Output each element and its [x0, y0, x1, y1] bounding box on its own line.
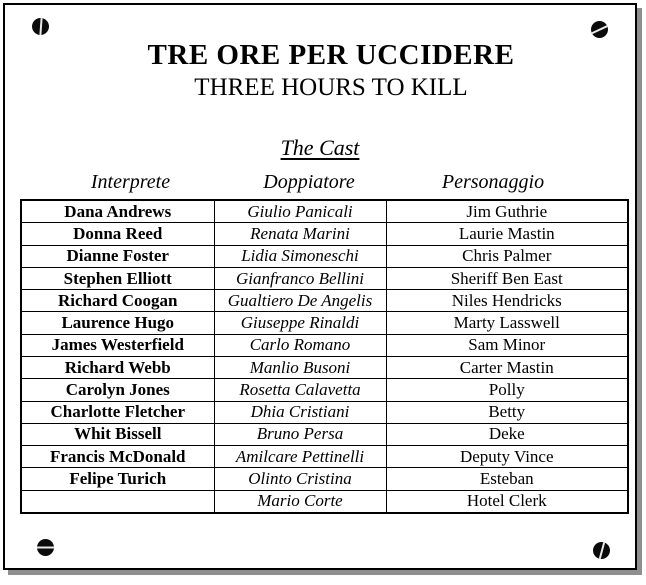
screw-icon-top-right: [591, 21, 608, 38]
table-row: [21, 334, 628, 356]
table-row: [21, 423, 628, 445]
table-row: [21, 267, 628, 289]
column-headers: [20, 170, 627, 194]
column-header-personaggio: Personaggio: [441, 171, 545, 193]
table-row: [21, 468, 628, 490]
cell-doppiatore: Dhia Cristiani: [214, 401, 386, 423]
cell-personaggio: Betty: [386, 401, 628, 423]
table-row: [21, 312, 628, 334]
cell-doppiatore: Renata Marini: [214, 223, 386, 245]
screw-slot: [37, 547, 54, 549]
cell-interprete: Whit Bissell: [21, 423, 214, 445]
page-title-english: THREE HOURS TO KILL: [194, 74, 468, 101]
cell-interprete: Richard Coogan: [21, 290, 214, 312]
cell-personaggio: Chris Palmer: [386, 245, 628, 267]
screw-icon-top-left: [32, 18, 49, 35]
title-block: [5, 37, 646, 103]
screw-slot: [39, 18, 42, 35]
cell-interprete: Donna Reed: [21, 223, 214, 245]
cell-doppiatore: Giuseppe Rinaldi: [214, 312, 386, 334]
table-row: [21, 200, 628, 223]
cell-interprete: [21, 490, 214, 513]
cell-personaggio: Laurie Mastin: [386, 223, 628, 245]
page-title-italian: TRE ORE PER UCCIDERE: [147, 39, 515, 71]
table-row: [21, 490, 628, 513]
table-row: [21, 223, 628, 245]
cell-interprete: Dana Andrews: [21, 200, 214, 223]
table-row: [21, 245, 628, 267]
cell-doppiatore: Olinto Cristina: [214, 468, 386, 490]
cell-personaggio: Deke: [386, 423, 628, 445]
cell-interprete: Laurence Hugo: [21, 312, 214, 334]
cell-personaggio: Niles Hendricks: [386, 290, 628, 312]
cell-doppiatore: Lidia Simoneschi: [214, 245, 386, 267]
cell-doppiatore: Bruno Persa: [214, 423, 386, 445]
cell-doppiatore: Mario Corte: [214, 490, 386, 513]
cell-personaggio: Sheriff Ben East: [386, 267, 628, 289]
cell-personaggio: Marty Lasswell: [386, 312, 628, 334]
table-row: [21, 379, 628, 401]
cell-doppiatore: Gianfranco Bellini: [214, 267, 386, 289]
cell-personaggio: Esteban: [386, 468, 628, 490]
cast-table: [20, 199, 629, 514]
cell-interprete: James Westerfield: [21, 334, 214, 356]
cell-interprete: Richard Webb: [21, 356, 214, 378]
screw-slot: [598, 542, 605, 559]
cell-interprete: Francis McDonald: [21, 446, 214, 468]
column-header-interprete: Interprete: [90, 171, 171, 193]
cell-interprete: Dianne Foster: [21, 245, 214, 267]
cell-interprete: Stephen Elliott: [21, 267, 214, 289]
cell-personaggio: Hotel Clerk: [386, 490, 628, 513]
cell-personaggio: Jim Guthrie: [386, 200, 628, 223]
credits-panel: [3, 3, 637, 570]
cell-interprete: Felipe Turich: [21, 468, 214, 490]
cell-personaggio: Polly: [386, 379, 628, 401]
section-heading-cast: The Cast: [280, 135, 360, 160]
table-row: [21, 446, 628, 468]
cell-doppiatore: Rosetta Calavetta: [214, 379, 386, 401]
column-header-doppiatore: Doppiatore: [263, 171, 355, 193]
cell-doppiatore: Carlo Romano: [214, 334, 386, 356]
cell-personaggio: Carter Mastin: [386, 356, 628, 378]
cell-doppiatore: Amilcare Pettinelli: [214, 446, 386, 468]
cell-personaggio: Sam Minor: [386, 334, 628, 356]
screw-slot: [591, 24, 608, 35]
cell-personaggio: Deputy Vince: [386, 446, 628, 468]
screw-icon-bottom-left: [37, 539, 54, 556]
cell-doppiatore: Giulio Panicali: [214, 200, 386, 223]
cell-interprete: Charlotte Fletcher: [21, 401, 214, 423]
cell-interprete: Carolyn Jones: [21, 379, 214, 401]
cell-doppiatore: Manlio Busoni: [214, 356, 386, 378]
cell-doppiatore: Gualtiero De Angelis: [214, 290, 386, 312]
table-row: [21, 356, 628, 378]
screw-icon-bottom-right: [593, 542, 610, 559]
table-row: [21, 290, 628, 312]
table-row: [21, 401, 628, 423]
